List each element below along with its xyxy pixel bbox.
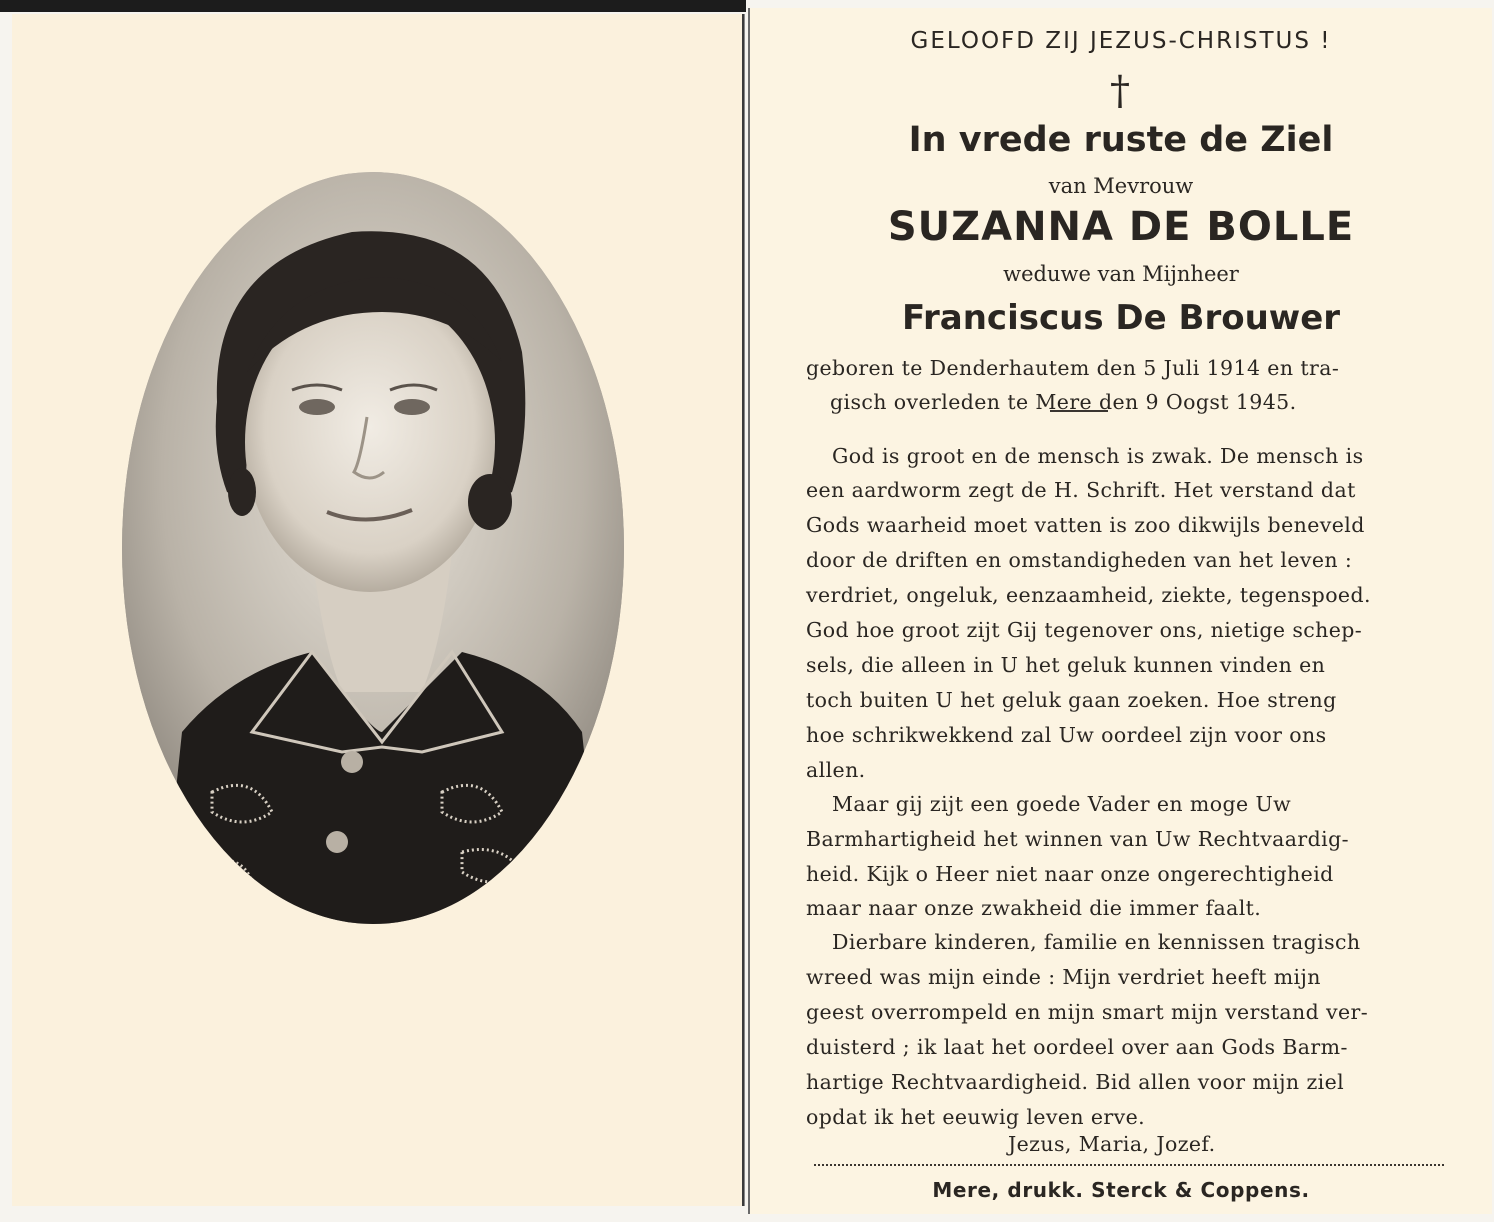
text-line: God is groot en de mensch is zwak. De mensch is	[832, 444, 1364, 468]
text-line: God hoe groot zijt Gij tegenover ons, nietige schep-	[806, 618, 1363, 642]
underline-mark	[1050, 410, 1108, 412]
portrait-illustration	[122, 172, 624, 924]
text-line: maar naar onze zwakheid die immer faalt.	[806, 896, 1262, 920]
text-line: Barmhartigheid het winnen van Uw Rechtvaardig-	[806, 827, 1349, 851]
spouse-name: Franciscus De Brouwer	[901, 298, 1341, 338]
text-line: opdat ik het eeuwig leven erve.	[806, 1105, 1146, 1129]
text-line: verdriet, ongeluk, eenzaamheid, ziekte, tegenspoed.	[806, 583, 1371, 607]
text-line: allen.	[806, 758, 866, 782]
text-line: sels, die alleen in U het geluk kunnen vinden en	[806, 653, 1326, 677]
text-line: heid. Kijk o Heer niet naar onze ongerechtigheid	[806, 862, 1334, 886]
text-line: hartige Rechtvaardigheid. Bid allen voor mijn ziel	[806, 1070, 1345, 1094]
text-line: een aardworm zegt de H. Schrift. Het verstand dat	[806, 478, 1356, 502]
relation: weduwe van Mijnheer	[1003, 262, 1239, 286]
memorial-card-photo-side	[12, 14, 744, 1206]
closing-line: Jezus, Maria, Jozef.	[1008, 1132, 1216, 1156]
text-line: wreed was mijn einde : Mijn verdriet heeft mijn	[806, 965, 1321, 989]
title: In vrede ruste de Ziel	[908, 120, 1334, 160]
portrait-photo	[122, 172, 624, 924]
text-line: duisterd ; ik laat het oordeel over aan Gods Barm-	[806, 1035, 1348, 1059]
text-line: hoe schrikwekkend zal Uw oordeel zijn voor ons	[806, 723, 1327, 747]
text-line: geest overrompeld en mijn smart mijn verstand ver-	[806, 1000, 1369, 1024]
printer-line: Mere, drukk. Sterck & Coppens.	[932, 1178, 1310, 1202]
dotted-divider	[814, 1164, 1444, 1166]
text-line: Dierbare kinderen, familie en kennissen tragisch	[832, 930, 1361, 954]
dates-line-1: geboren te Denderhautem den 5 Juli 1914 en tra-	[806, 356, 1340, 380]
text-line: Gods waarheid moet vatten is zoo dikwijls beneveld	[806, 513, 1365, 537]
text-line: toch buiten U het geluk gaan zoeken. Hoe streng	[806, 688, 1337, 712]
memorial-card-text-side	[748, 8, 1492, 1214]
cross-icon: †	[1110, 68, 1130, 114]
text-line: Maar gij zijt een goede Vader en moge Uw	[832, 792, 1292, 816]
dates-line-2: gisch overleden te Mere den 9 Oogst 1945.	[830, 390, 1297, 414]
text-line: door de driften en omstandigheden van het leven :	[806, 548, 1353, 572]
deceased-name: SUZANNA DE BOLLE	[887, 204, 1355, 250]
scan-top-edge	[0, 0, 746, 12]
honorific: van Mevrouw	[1048, 174, 1194, 198]
heading: GELOOFD ZIJ JEZUS-CHRISTUS !	[910, 28, 1332, 54]
